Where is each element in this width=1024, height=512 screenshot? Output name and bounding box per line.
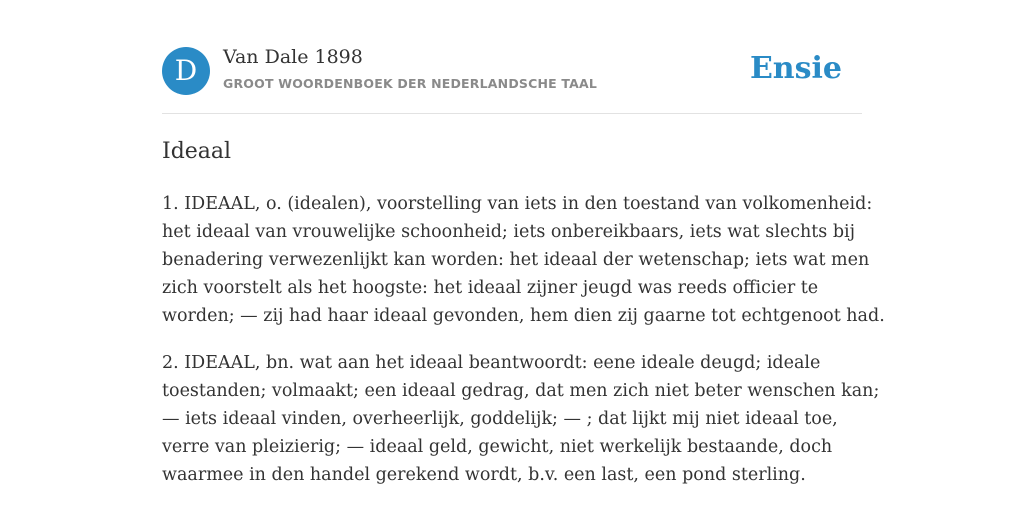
definitions bbox=[162, 190, 885, 508]
definition-line: benadering verwezenlijkt kan worden: het ideaal der wetenschap; iets wat men bbox=[162, 250, 870, 270]
definition-line: 1. IDEAAL, o. (idealen), voorstelling van iets in den toestand van volkomenheid: bbox=[162, 194, 873, 214]
source-subtitle: GROOT WOORDENBOEK DER NEDERLANDSCHE TAAL bbox=[223, 76, 598, 91]
header bbox=[162, 46, 862, 96]
definition-line: waarmee in den handel gerekend wordt, b.v. een last, een pond sterling. bbox=[162, 465, 806, 485]
definition-line: verre van pleizierig; — ideaal geld, gewicht, niet werkelijk bestaande, doch bbox=[162, 437, 833, 457]
definition-line: 2. IDEAAL, bn. wat aan het ideaal beantwoordt: eene ideale deugd; ideale bbox=[162, 353, 821, 373]
entry-title: Ideaal bbox=[162, 139, 232, 164]
definition-line: het ideaal van vrouwelijke schoonheid; iets onbereikbaars, iets wat slechts bij bbox=[162, 222, 856, 242]
definition-line: zich voorstelt als het hoogste: het ideaal zijner jeugd was reeds officier te bbox=[162, 278, 819, 298]
definition-1 bbox=[162, 190, 885, 330]
header-divider bbox=[162, 113, 862, 114]
definition-line: toestanden; volmaakt; een ideaal gedrag, dat men zich niet beter wenschen kan; bbox=[162, 381, 880, 401]
source-logo[interactable]: D bbox=[162, 47, 210, 95]
definition-line: worden; — zij had haar ideaal gevonden, hem dien zij gaarne tot echtgenoot had. bbox=[162, 306, 885, 326]
source-title[interactable]: Van Dale 1898 bbox=[223, 46, 363, 68]
definition-line: — iets ideaal vinden, overheerlijk, goddelijk; — ; dat lijkt mij niet ideaal toe, bbox=[162, 409, 838, 429]
brand-logo[interactable]: Ensie bbox=[749, 51, 842, 86]
definition-2 bbox=[162, 349, 880, 489]
